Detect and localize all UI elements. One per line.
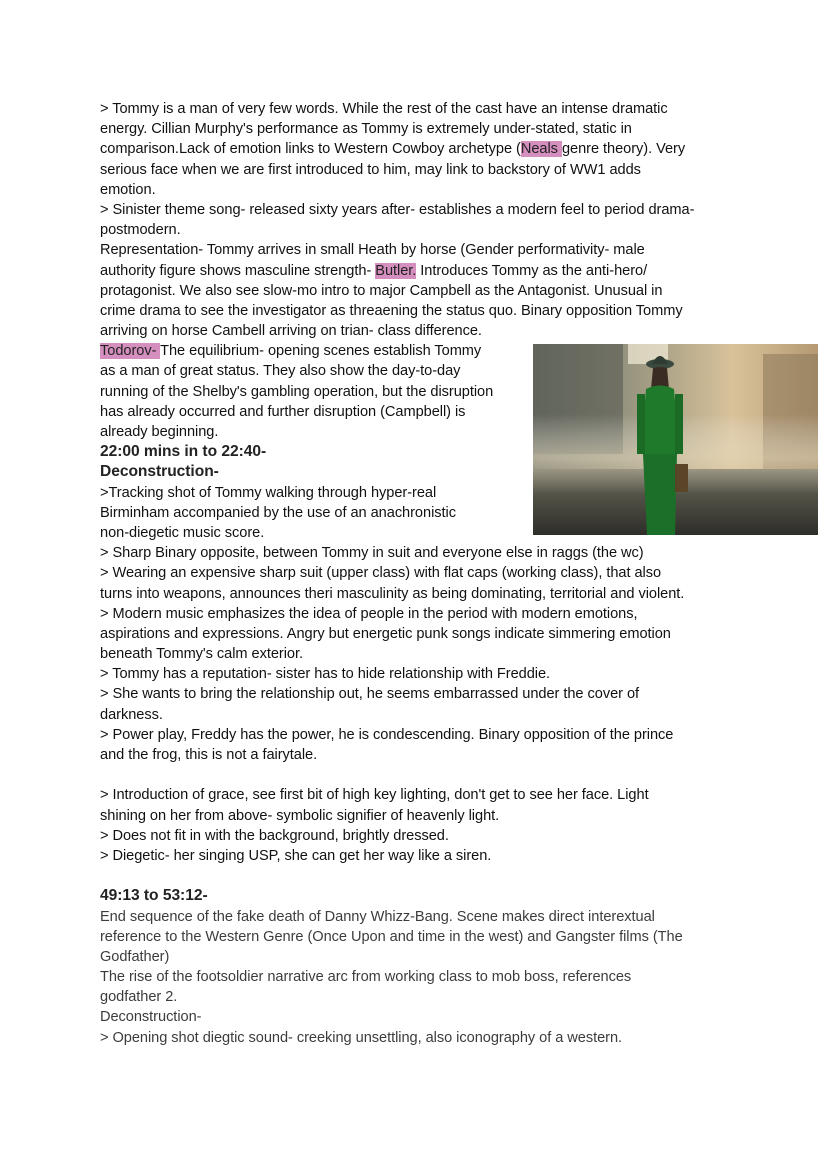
text-line: > Does not fit in with the background, brightly dressed. xyxy=(100,827,449,844)
text-line: reference to the Western Genre (Once Upon and time in the west) and Gangster films (The xyxy=(100,928,683,945)
text-line: running of the Shelby's gambling operation, but the disruption xyxy=(100,383,494,400)
text-line: > Modern music emphasizes the idea of people in the period with modern emotions, xyxy=(100,605,638,622)
paragraph-representation xyxy=(100,240,740,341)
text-line: darkness. xyxy=(100,706,163,723)
text-line: comparison.Lack of emotion links to Western Cowboy archetype (Neals genre theory). Very xyxy=(100,141,686,158)
paragraph-tommy-character xyxy=(100,99,740,200)
text-line: > Diegetic- her singing USP, she can get her way like a siren. xyxy=(100,847,492,864)
spacer xyxy=(100,765,740,785)
film-still-image xyxy=(533,344,818,535)
text-line: Representation- Tommy arrives in small Heath by horse (Gender performativity- male xyxy=(100,242,645,259)
text-line: and the frog, this is not a fairytale. xyxy=(100,747,318,763)
text-line: beneath Tommy's calm exterior. xyxy=(100,646,303,663)
text-line: > Sharp Binary opposite, between Tommy in suit and everyone else in raggs (the wc) xyxy=(100,545,644,562)
highlight-neals: Neals xyxy=(520,141,562,158)
document-body xyxy=(100,99,740,1048)
highlight-todorov: Todorov- xyxy=(100,343,161,360)
text-line: > Introduction of grace, see first bit of high key lighting, don't get to see her face. Light xyxy=(100,787,649,804)
text-line: > She wants to bring the relationship out, he seems embarrassed under the cover of xyxy=(100,686,640,703)
text-line: > Sinister theme song- released sixty years after- establishes a modern feel to period drama- xyxy=(100,201,695,218)
text-line: protagonist. We also see slow-mo intro to major Campbell as the Antagonist. Unusual in xyxy=(100,282,663,299)
text-line: Birminham accompanied by the use of an anachronistic xyxy=(100,504,456,521)
highlight-butler: Butler. xyxy=(375,262,417,279)
text-line: >Tracking shot of Tommy walking through hyper-real xyxy=(100,484,437,501)
text-line: already beginning. xyxy=(100,424,219,440)
text-line: shining on her from above- symbolic signifier of heavenly light. xyxy=(100,807,500,824)
text-line: Godfather) xyxy=(100,948,170,965)
text-line: as a man of great status. They also show the day-to-day xyxy=(100,363,461,380)
text-line: > Power play, Freddy has the power, he is condescending. Binary opposition of the prince xyxy=(100,726,674,743)
text-line: > Wearing an expensive sharp suit (upper class) with flat caps (working class), that also xyxy=(100,565,662,582)
text-line: aspirations and expressions. Angry but energetic punk songs indicate simmering emotion xyxy=(100,625,671,642)
text-line: End sequence of the fake death of Danny Whizz-Bang. Scene makes direct interextual xyxy=(100,908,655,925)
text-line: non-diegetic music score. xyxy=(100,524,265,541)
text-line: The rise of the footsoldier narrative arc from working class to mob boss, references xyxy=(100,969,632,986)
text-line: arriving on horse Cambell arriving on trian- class difference. xyxy=(100,323,482,340)
text-line: postmodern. xyxy=(100,222,181,239)
section-heading: 49:13 to 53:12- xyxy=(100,887,208,905)
text-line: has already occurred and further disruption (Campbell) is xyxy=(100,403,466,420)
text-line: energy. Cillian Murphy's performance as Tommy is extremely under-stated, static in xyxy=(100,121,632,138)
text-line: crime drama to see the investigator as threaening the status quo. Binary opposition Tommy xyxy=(100,302,683,319)
text-line: > Opening shot diegtic sound- creeking unsettling, also iconography of a western. xyxy=(100,1029,623,1046)
text-line: godfather 2. xyxy=(100,989,178,1006)
text-line: Deconstruction- xyxy=(100,1009,202,1026)
film-still-illustration xyxy=(533,344,818,535)
text-line: serious face when we are first introduced to him, may link to backstory of WW1 adds xyxy=(100,161,641,178)
spacer xyxy=(100,866,740,886)
text-line: > Tommy has a reputation- sister has to hide relationship with Freddie. xyxy=(100,666,551,683)
text-line: > Tommy is a man of very few words. While the rest of the cast have an intense dramatic xyxy=(100,101,668,117)
section-heading: 22:00 mins in to 22:40- xyxy=(100,443,267,461)
paragraph-theme-song xyxy=(100,200,740,240)
text-line: emotion. xyxy=(100,181,156,198)
section-subheading: Deconstruction- xyxy=(100,463,219,481)
section-49-13 xyxy=(100,886,740,1048)
text-line: Todorov- The equilibrium- opening scenes establish Tommy xyxy=(100,343,482,360)
text-line: authority figure shows masculine strength- Butler. Introduces Tommy as the anti-hero/ xyxy=(100,262,648,279)
text-line: turns into weapons, announces theri masculinity as being dominating, territorial and violent. xyxy=(100,585,685,602)
